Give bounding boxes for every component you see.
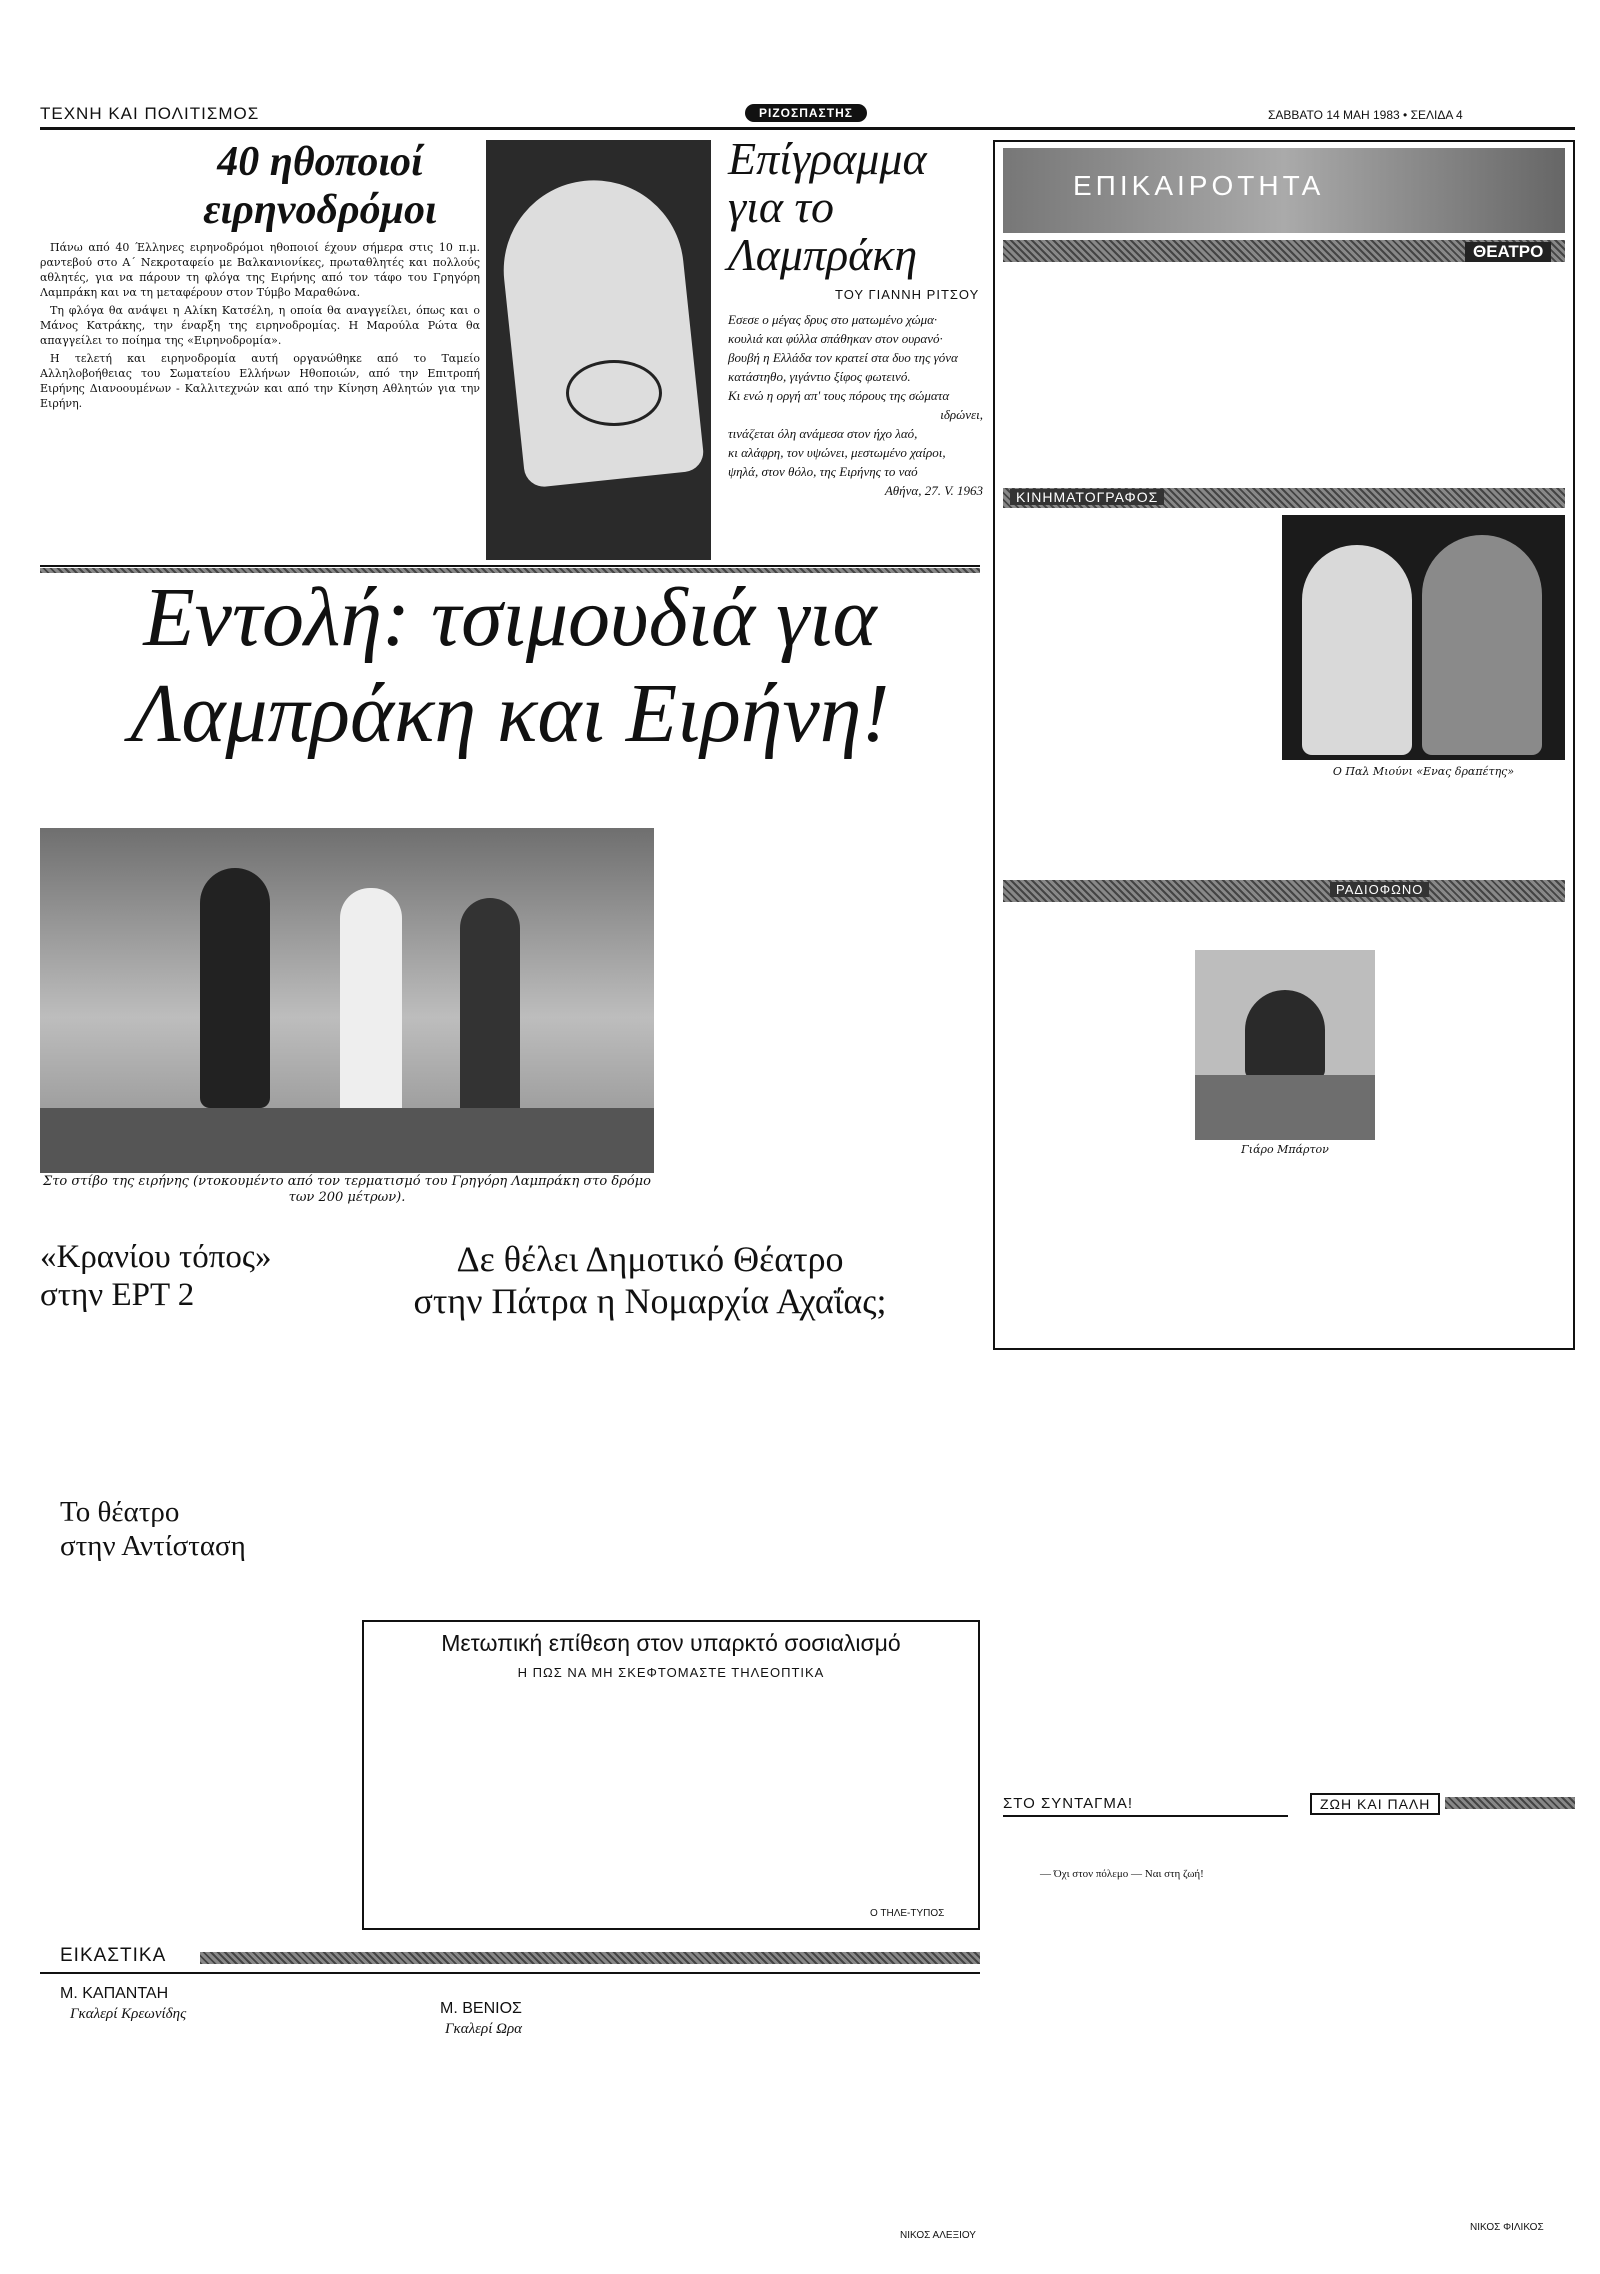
masthead-rule (40, 127, 1575, 130)
radio-body-2 (1385, 908, 1565, 1248)
radio-body-1 (1003, 908, 1183, 1248)
small-photo (1195, 950, 1375, 1140)
eikastika-label: ΕΙΚΑΣΤΙΚΑ (60, 1945, 174, 1967)
cinema-body (1003, 515, 1273, 785)
march-banner-photo (486, 140, 711, 560)
athletes-body: Πάνω από 40 Έλληνες ειρηνοδρόμοι ηθοποιοί έχουν σήμερα στις 10 π.μ. ραντεβού στο Α΄ Νεκροταφείο με Βαλκανιονίκες, πρωταθλητές και πολλούς αθλητές, για να πάρουν τη φλόγα της Ειρήνης από τον τάφο του Γρηγόρη Λαμπράκη και να τη μεταφέρουν στον Τύμβο Μαραθώνα. Τη φλόγα θα ανάψει η Αλίκη Κατσέλη, η οποία θα αναγγείλει, όπως και ο Μάνος Κατράκης, την έναρξη της ειρηνοδρομίας. Η Μαρούλα Ρώτα θα απαγγείλει το ποίημα της «Ειρηνοδρομία». Η τελετή και ειρηνοδρομία αυτή οργανώθηκε από το Ταμείο Αλληλοβοήθειας του Σωματείου Ελλήνων Ηθοποιών, από την Επιτροπή Ειρήνης Διανοουμένων - Καλλιτεχνών και από την Κίνηση Αθλητών για την Ειρήνη. (40, 241, 480, 410)
portrait-photo (1282, 515, 1565, 760)
eikastika-hatch (200, 1952, 980, 1964)
portrait-caption: Ο Παλ Μιούνι «Ενας δραπέτης» (1332, 765, 1515, 778)
syntagma-headline: ΣΤΟ ΣΥΝΤΑΓΜΑ! (1003, 1795, 1134, 1812)
syntagma-body-1 (1003, 1822, 1288, 1862)
dimotiko-body (320, 1330, 980, 1615)
radio-body-3 (1003, 1255, 1565, 1340)
zoi-body (1300, 1822, 1575, 2217)
zoi-signature: ΝΙΚΟΣ ΦΙΛΙΚΟΣ (1470, 2222, 1544, 2233)
radio-band (1003, 880, 1565, 902)
theatre-body (1003, 268, 1565, 478)
right-lower-body (1003, 1358, 1575, 1788)
athletes-headline: 40 ηθοποιοί ειρηνοδρόμοι (203, 139, 437, 233)
theatre-label: ΘΕΑΤΡΟ (1465, 242, 1551, 262)
syntagma-rule (1003, 1815, 1288, 1817)
zoi-headline: ΖΩΗ ΚΑΙ ΠΑΛΗ (1310, 1793, 1440, 1815)
metopiki-headline: Μετωπική επίθεση στον υπαρκτό σοσιαλισμό (441, 1630, 901, 1656)
epigram-poem: Εσεσε ο μέγας δρυς στο ματωμένο χώμα· κουλιά και φύλλα σπάθηκαν στον ουρανό· βουβή η Ελλάδα τον κρατεί στα δυο της γόνα κατάστηθο, γιγάντιο ξίφος φωτεινό. Κι ενώ η οργή απ' τους πόρους της σώματα ιδρώνει, τινάζεται όλη ανάμεσα στον ήχο λαό, κι αλάφρη, τον υψώνει, μεστωμένο χαίροι, ψηλά, στον θόλο, της Ειρήνης το ναό Αθήνα, 27. V. 1963 (728, 312, 983, 498)
section-title: ΤΕΧΝΗ ΚΑΙ ΠΟΛΙΤΙΣΜΟΣ (40, 104, 260, 123)
metopiki-signature: Ο ΤΗΛΕ-ΤΥΠΟΣ (870, 1908, 945, 1919)
antistasi-headline: Το θέατρο στην Αντίσταση (60, 1496, 246, 1562)
banner-title: ΕΠΙΚΑΙΡΟΤΗΤΑ (1073, 170, 1325, 201)
eikastika-body-2 (440, 2045, 980, 2225)
dimotiko-headline: Δε θέλει Δημοτικό Θέατρο στην Πάτρα η Νομαρχία Αχαΐας; (413, 1239, 887, 1321)
metopiki-sub: Η ΠΩΣ ΝΑ ΜΗ ΣΚΕΦΤΟΜΑΣΤΕ ΤΗΛΕΟΠΤΙΚΑ (517, 1665, 825, 1680)
runners-caption: Στο στίβο της ειρήνης (ντοκουμέντο από τον τερματισμό του Γρηγόρη Λαμπράκη στο δρόμο των 200 μέτρων). (43, 1174, 651, 1205)
gallery-1: Γκαλερί Κρεωνίδης (70, 2006, 187, 2022)
banner-photo (1003, 148, 1565, 233)
syntagma-quote: — Όχι στον πόλεμο — Ναι στη ζωή! (1040, 1868, 1204, 1880)
epigram-author: ΤΟΥ ΓΙΑΝΝΗ ΡΙΤΣΟΥ (835, 287, 980, 302)
kraniou-body (40, 1325, 305, 1475)
gallery-2: Γκαλερί Ωρα (445, 2021, 523, 2037)
main-headline: Εντολή: τσιμουδιά για Λαμπράκη και Ειρήνη! (130, 571, 890, 760)
eikastika-signature: ΝΙΚΟΣ ΑΛΕΞΙΟΥ (900, 2230, 976, 2241)
runners-photo (40, 828, 654, 1173)
main-top-rule (40, 565, 980, 567)
syntagma-body-2 (1003, 1886, 1288, 2241)
antistasi-body (40, 1570, 305, 1930)
artist-1: Μ. ΚΑΠΑΝΤΑΗ (60, 1985, 169, 2002)
cinema-label: ΚΙΝΗΜΑΤΟΓΡΑΦΟΣ (1010, 489, 1164, 505)
kraniou-headline: «Κρανίου τόπος» στην ΕΡΤ 2 (40, 1239, 272, 1313)
main-lead (40, 775, 980, 820)
eikastika-rule (40, 1972, 980, 1974)
cinema-body-2 (1003, 785, 1565, 875)
artist-2: Μ. ΒΕΝΙΟΣ (440, 2000, 522, 2017)
date-page: ΣΑΒΒΑΤΟ 14 ΜΑΗ 1983 • ΣΕΛΙΔΑ 4 (1268, 108, 1463, 122)
eikastika-body-1 (40, 2030, 460, 2245)
paper-name: ΡΙΖΟΣΠΑΣΤΗΣ (745, 104, 867, 122)
epigram-title: Επίγραμμα για το Λαμπράκη (728, 133, 927, 280)
metopiki-body (372, 1688, 970, 1903)
radio-label: ΡΑΔΙΟΦΩΝΟ (1330, 882, 1429, 897)
main-body-right (665, 828, 980, 1198)
zoi-hatch (1445, 1797, 1575, 1809)
small-photo-caption: Γιάρο Μπάρτον (1241, 1143, 1329, 1156)
